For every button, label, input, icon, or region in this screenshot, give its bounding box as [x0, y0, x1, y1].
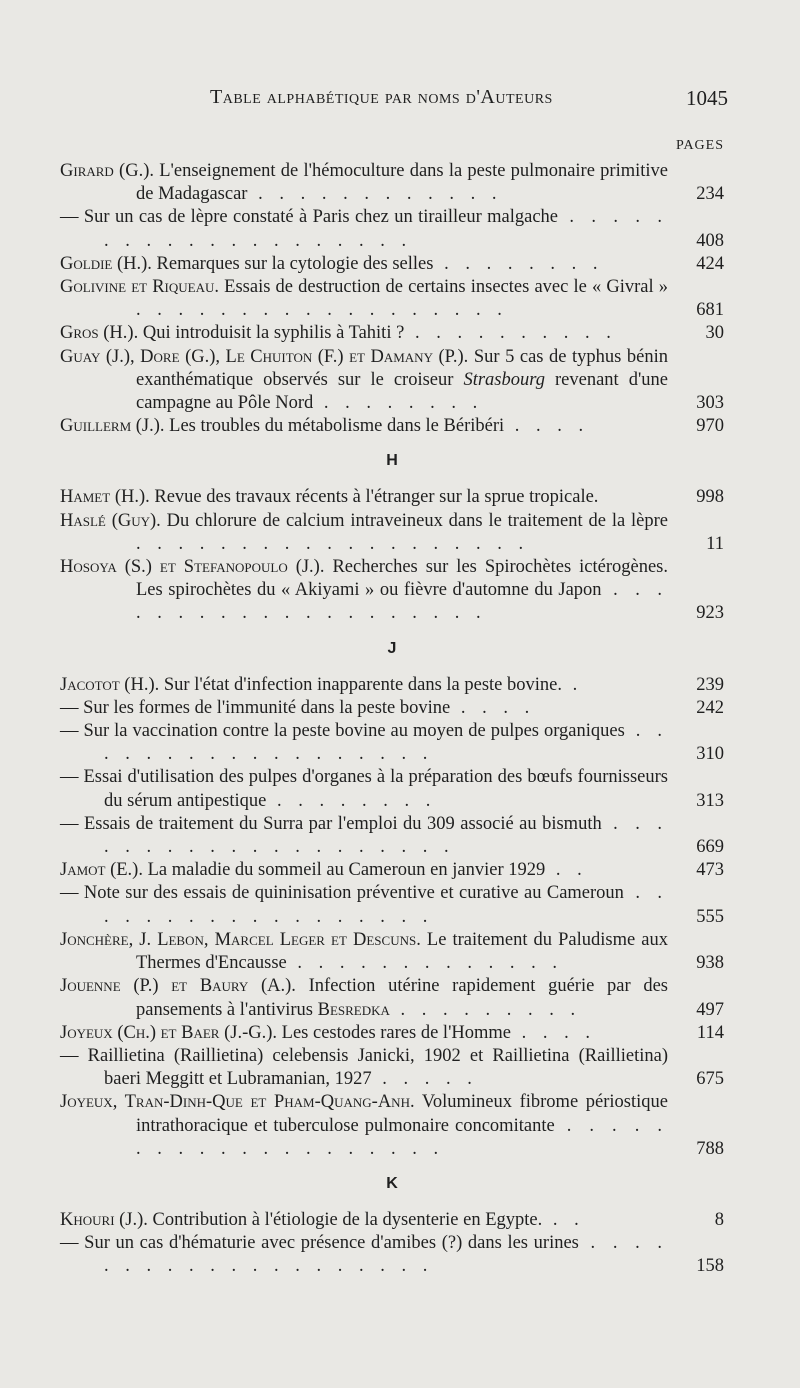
entry-text	[60, 556, 668, 626]
entry-title: Essais de destruction de certains insectes avec le « Givral »	[219, 277, 668, 298]
entry-title: Note sur des essais de quininisation préventive et curative au Cameroun	[83, 883, 624, 904]
entry-page: 408	[696, 230, 724, 251]
entry-page: 497	[696, 999, 724, 1020]
entry-text	[60, 766, 668, 812]
leader-dots: . . . . . . . . . . . . .	[286, 953, 564, 974]
running-title: Table alphabétique par noms d'Auteurs	[210, 86, 553, 108]
entry-text	[60, 859, 668, 882]
entry-text	[60, 1022, 668, 1045]
repeat-dash: —	[60, 207, 79, 228]
entry-author: Hamet (H.).	[60, 487, 150, 508]
entry-text	[60, 415, 668, 438]
entry-title: Du chlorure de calcium intraveineux dans le traitement de la lèpre	[160, 510, 668, 531]
entry-text	[60, 322, 668, 345]
leader-dots: . . . .	[504, 416, 590, 437]
entry-page: 681	[696, 300, 724, 321]
leader-dots: .	[562, 674, 584, 695]
entry-page: 242	[696, 697, 724, 718]
entry-page: 473	[696, 860, 724, 881]
entry-author: Jouenne (P.) et Baury (A.).	[60, 976, 296, 997]
index-entry	[60, 253, 724, 276]
repeat-dash: —	[60, 813, 79, 834]
index-entry	[60, 766, 724, 812]
entry-smallcaps: Besredka	[317, 999, 390, 1020]
index-entry	[60, 510, 724, 556]
running-header	[60, 86, 728, 116]
leader-dots: . .	[542, 1209, 585, 1230]
leader-dots: . . . . . . . . . . . . . . . . . . . .	[104, 1233, 668, 1277]
entry-title: Essai d'utilisation des pulpes d'organes à la préparation des bœufs fournisseurs du sérum antipestique	[83, 767, 668, 811]
entry-title: Sur l'état d'infection inapparente dans la peste bovine.	[159, 674, 562, 695]
entry-text	[60, 1232, 668, 1278]
entry-author: Khouri (J.).	[60, 1209, 148, 1230]
index-entry	[60, 697, 724, 720]
entry-page: 923	[696, 603, 724, 624]
index-entry	[60, 322, 724, 345]
entry-author: Girard (G.).	[60, 161, 154, 181]
entry-page: 938	[696, 953, 724, 974]
entry-page: 313	[696, 790, 724, 811]
leader-dots: . . . . . . . . . .	[404, 323, 617, 344]
index-entry	[60, 1022, 724, 1045]
leader-dots: . . . . . . . .	[313, 393, 484, 414]
entry-author: Jacotot (H.).	[60, 674, 160, 695]
entry-text	[60, 276, 668, 322]
entry-title: Qui introduisit la syphilis à Tahiti ?	[138, 323, 405, 344]
entry-author: Joyeux, Tran-Dinh-Que et Pham-Quang-Anh.	[60, 1092, 415, 1113]
page-number: 1045	[686, 86, 728, 110]
entry-text	[60, 510, 668, 556]
entry-author: Goldie (H.).	[60, 253, 152, 274]
leader-dots: . . . . . . . . . . . . . . . . . . . .	[136, 1115, 668, 1159]
leader-dots: . . . . . . . . . . . .	[247, 184, 503, 205]
entry-title: Sur un cas d'hématurie avec présence d'amibes (?) dans les urines	[84, 1233, 579, 1254]
entry-text	[60, 1045, 668, 1091]
repeat-dash: —	[60, 883, 79, 904]
leader-dots: . . . . . . . . . . . . . . . . . .	[136, 300, 508, 321]
entry-title-cont: revenant d'une campagne au Pôle Nord	[136, 369, 668, 414]
entry-title: Remarques sur la cytologie des selles	[151, 253, 434, 274]
entry-title: Volumineux fibrome périostique intrathoracique et tuberculose pulmonaire concomitante	[136, 1092, 668, 1136]
entry-page: 239	[696, 674, 724, 695]
leader-dots: . . . . . . . . . . . . . . . . . .	[104, 883, 668, 927]
index-entry	[60, 1045, 724, 1091]
index-entry	[60, 276, 724, 322]
entry-page: 970	[696, 416, 724, 437]
index-entry	[60, 975, 724, 1021]
index-entry	[60, 674, 724, 697]
entry-page: 998	[696, 487, 724, 508]
index-entry	[60, 720, 724, 766]
repeat-dash: —	[60, 767, 79, 788]
index-entry	[60, 882, 724, 928]
index-entry	[60, 929, 724, 975]
entry-title: L'enseignement de l'hémoculture dans la peste pulmonaire primitive de Madagascar	[136, 161, 668, 205]
entry-title: Sur 5 cas de typhus bénin exanthématique observés sur le croiseur	[136, 346, 668, 390]
entry-text	[60, 975, 668, 1021]
section-letter: K	[386, 1174, 398, 1192]
entry-text	[60, 720, 668, 766]
index-entry	[60, 415, 724, 438]
pages-column-label: PAGES	[675, 138, 724, 153]
entry-title: Raillietina (Raillietina) celebensis Janicki, 1902 et Raillietina (Raillietina) baeri Meggitt et Lubramanian, 1927	[87, 1045, 669, 1090]
entry-text	[60, 346, 668, 416]
entry-text	[60, 697, 668, 720]
entry-page: 424	[696, 253, 724, 274]
leader-dots: . .	[545, 860, 588, 881]
entry-text	[60, 929, 668, 975]
entry-page: 788	[696, 1138, 724, 1159]
entry-text	[60, 253, 668, 276]
entry-text	[60, 882, 668, 928]
leader-dots: . . . .	[511, 1022, 597, 1043]
leader-dots: . . . . . . . . . . . . . . . . . . .	[136, 533, 530, 554]
entry-title: Revue des travaux récents à l'étranger sur la sprue tropicale.	[149, 487, 599, 508]
entry-page: 158	[696, 1256, 724, 1277]
entry-author: Golivine et Riqueau.	[60, 277, 220, 298]
repeat-dash: —	[60, 697, 79, 718]
index-body	[60, 160, 724, 1279]
entry-title: Les cestodes rares de l'Homme	[277, 1022, 512, 1043]
leader-dots: . . . . .	[371, 1069, 478, 1090]
repeat-dash: —	[60, 721, 79, 742]
leader-dots: . . . .	[450, 697, 536, 718]
entry-text	[60, 1091, 668, 1161]
index-entry	[60, 206, 724, 252]
entry-text	[60, 674, 668, 697]
index-entry	[60, 346, 724, 416]
entry-title: Contribution à l'étiologie de la dysenterie en Egypte.	[147, 1209, 543, 1230]
entry-page: 11	[706, 533, 724, 554]
entry-italic: Strasbourg	[463, 369, 545, 390]
entry-page: 234	[696, 184, 724, 205]
repeat-dash: —	[60, 1233, 79, 1254]
entry-title: La maladie du sommeil au Cameroun en janvier 1929	[142, 860, 546, 881]
leader-dots: . . . . . . . . . . . . . . . . . .	[104, 721, 669, 765]
entry-author: Gros (H.).	[60, 323, 139, 344]
index-entry	[60, 859, 724, 882]
entry-text	[60, 813, 668, 859]
entry-author: Joyeux (Ch.) et Baer (J.-G.).	[60, 1022, 278, 1043]
leader-dots: . . . . . . . . . . . . . . . . . . . .	[136, 580, 669, 624]
leader-dots: . . . . . . . .	[266, 790, 437, 811]
entry-page: 303	[696, 393, 724, 414]
index-entry	[60, 813, 724, 859]
leader-dots: . . . . . . . .	[433, 253, 604, 274]
entry-author: Hosoya (S.) et Stefanopoulo (J.).	[60, 557, 325, 578]
entry-author: Guillerm (J.).	[60, 416, 165, 437]
index-entry	[60, 1232, 724, 1278]
entry-page: 8	[714, 1209, 724, 1230]
entry-page: 669	[696, 837, 724, 858]
index-entry	[60, 1209, 724, 1232]
entry-title: Recherches sur les Spirochètes ictérogènes. Les spirochètes du « Akiyami » ou fièvre d'automne du Japon	[136, 557, 669, 601]
index-entry	[60, 486, 724, 509]
index-entry	[60, 1091, 724, 1161]
entry-text	[60, 486, 668, 509]
entry-author: Jamot (E.).	[60, 860, 143, 881]
entry-title: Sur la vaccination contre la peste bovine au moyen de pulpes organiques	[83, 721, 625, 742]
index-entry	[60, 556, 724, 626]
entry-text	[60, 206, 668, 252]
leader-dots: . . . . . . . . .	[389, 999, 582, 1020]
entry-page: 310	[696, 744, 724, 765]
entry-author: Haslé (Guy).	[60, 510, 161, 531]
repeat-dash: —	[60, 1045, 79, 1066]
section-letter: H	[386, 452, 398, 470]
entry-page: 30	[705, 323, 724, 344]
leader-dots: . . . . . . . . . . . . . . . . . . . .	[104, 207, 669, 251]
entry-title: Le traitement du Paludisme aux Thermes d'Encausse	[136, 929, 669, 974]
entry-page: 555	[696, 906, 724, 927]
section-letter: J	[387, 639, 397, 657]
entry-page: 114	[696, 1022, 724, 1043]
entry-text	[60, 1209, 668, 1232]
entry-title: Essais de traitement du Surra par l'emploi du 309 associé au bismuth	[83, 813, 602, 834]
entry-author: Guay (J.), Dore (G.), Le Chuiton (F.) et Damany (P.).	[60, 346, 469, 367]
entry-text	[60, 160, 668, 206]
entry-author: Jonchère, J. Lebon, Marcel Leger et Descuns.	[60, 929, 421, 950]
entry-title: Sur les formes de l'immunité dans la peste bovine	[83, 697, 451, 718]
entry-title: Les troubles du métabolisme dans le Béribéri	[164, 416, 505, 437]
entry-page: 675	[696, 1069, 724, 1090]
entry-title: Sur un cas de lèpre constaté à Paris chez un tirailleur malgache	[83, 207, 559, 228]
entry-title: Infection utérine rapidement guérie par des pansements à l'antivirus	[136, 976, 669, 1020]
leader-dots: . . . . . . . . . . . . . . . . . . . .	[104, 813, 669, 858]
index-entry	[60, 160, 724, 206]
